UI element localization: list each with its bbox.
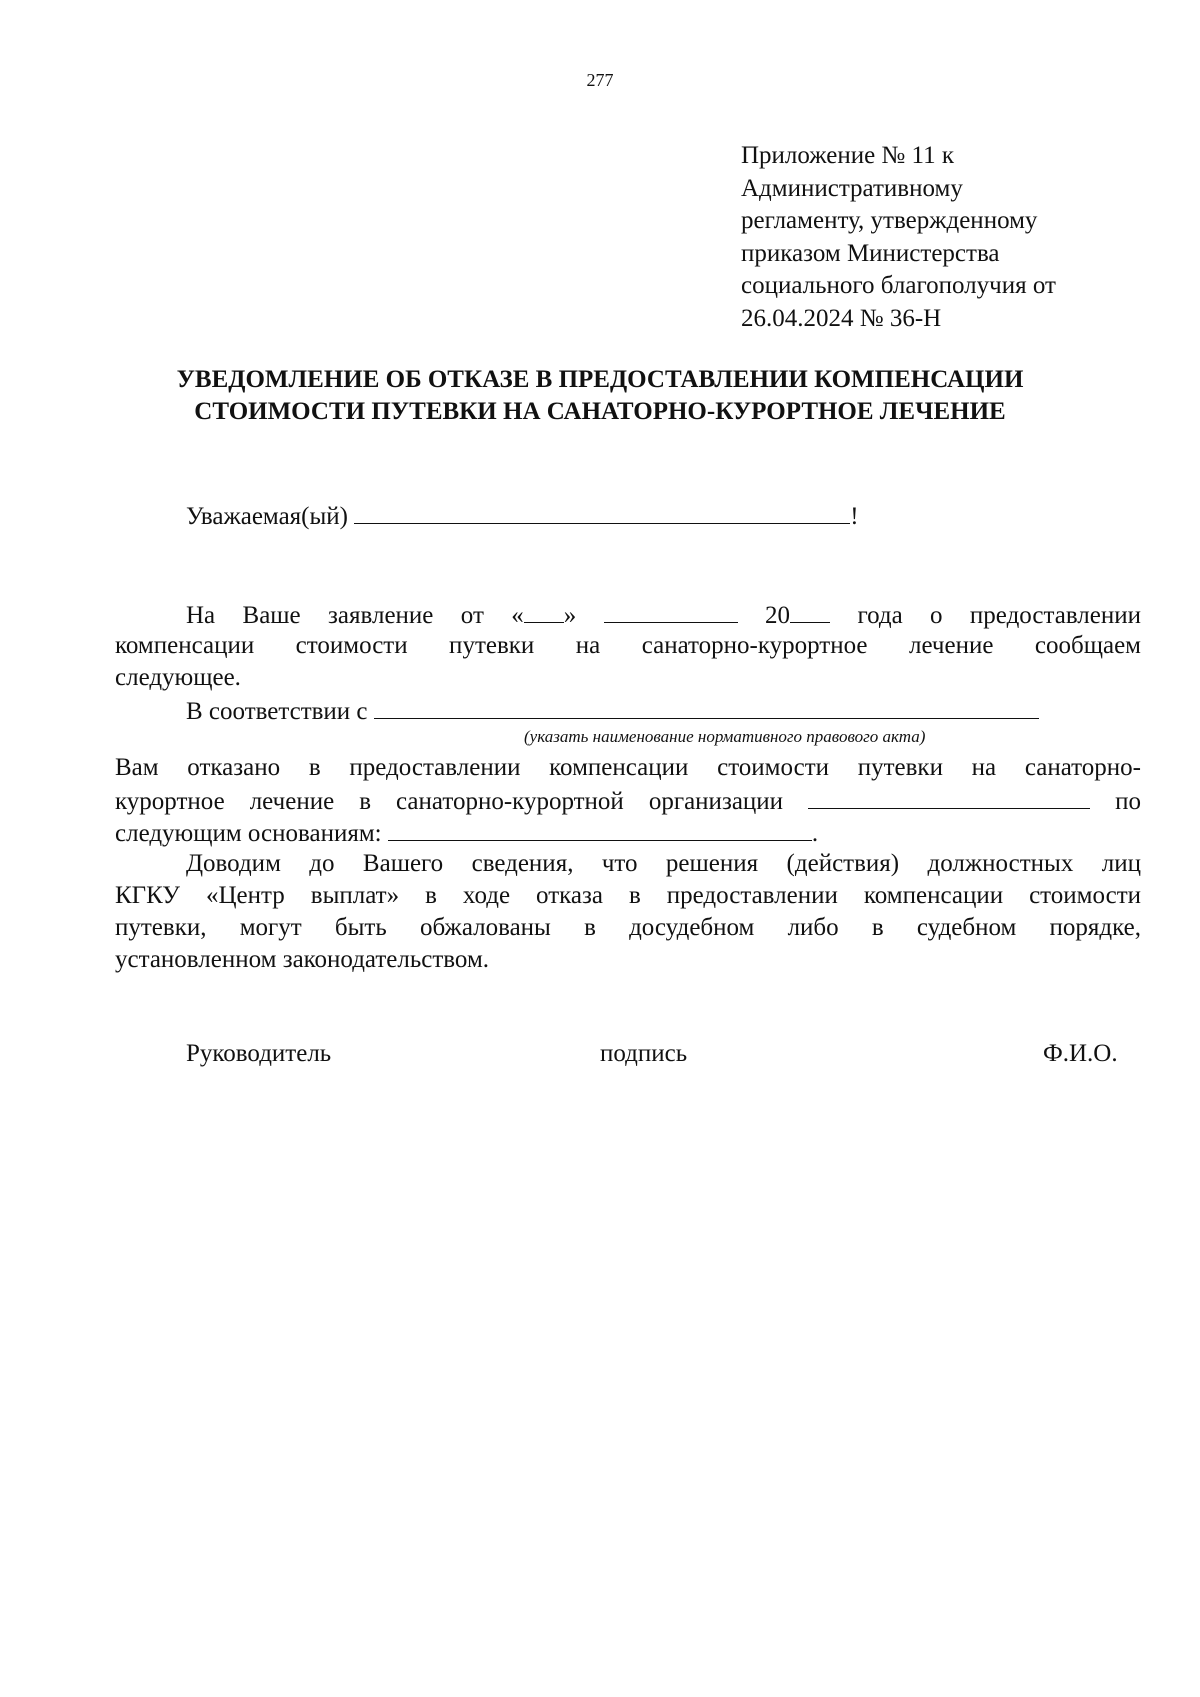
signature-sign: подпись: [600, 1040, 688, 1067]
p2-prefix: В соответствии с: [186, 698, 368, 725]
p1-text: 20: [765, 602, 791, 629]
annex-line: Приложение № 11 к: [741, 142, 955, 169]
greeting-prefix: Уважаемая(ый): [186, 503, 348, 530]
date-month-blank: [604, 598, 738, 623]
date-day-blank: [524, 598, 564, 623]
paragraph-3-line-3: [115, 816, 1141, 850]
paragraph-4-line-4: установленном законодательством.: [115, 946, 490, 973]
title-line: УВЕДОМЛЕНИЕ ОБ ОТКАЗЕ В ПРЕДОСТАВЛЕНИИ КОМПЕНСАЦИИ: [176, 366, 1024, 393]
paragraph-4-line-1: Доводим до Вашего сведения, что решения (действия) должностных лиц: [186, 850, 1141, 877]
annex-reference: [741, 140, 1141, 335]
p3-text: курортное лечение в санаторно-курортной организации: [115, 788, 784, 815]
annex-line: 26.04.2024 № 36-Н: [741, 304, 942, 332]
signature-name: Ф.И.О.: [1043, 1040, 1118, 1067]
p3-text: .: [811, 820, 819, 847]
paragraph-2-line-1: [186, 694, 1141, 728]
document-title: [100, 364, 1100, 428]
paragraph-3-line-1: Вам отказано в предоставлении компенсации стоимости путевки на санаторно-: [115, 754, 1141, 781]
paragraph-1-line-1: [186, 598, 1141, 632]
date-year-blank: [790, 598, 830, 623]
paragraph-3-line-2: [115, 784, 1141, 818]
p3-text: по: [1115, 788, 1141, 815]
legal-act-blank: [374, 694, 1039, 719]
grounds-blank: [388, 816, 812, 841]
annex-line: Административному: [741, 174, 963, 202]
p3-text: следующим основаниям:: [115, 820, 382, 847]
legal-act-hint: (указать наименование нормативного правового акта): [524, 727, 926, 746]
annex-line: приказом Министерства: [741, 239, 1000, 267]
greeting-suffix: !: [850, 503, 859, 530]
p1-text: года о предоставлении: [857, 602, 1142, 629]
annex-line: социального благополучия от: [741, 272, 1056, 299]
page-number: 277: [586, 70, 614, 90]
paragraph-4-line-3: путевки, могут быть обжалованы в досудебном либо в судебном порядке,: [115, 914, 1141, 941]
p1-text: »: [563, 602, 577, 629]
p1-text: На Ваше заявление от «: [186, 602, 524, 629]
paragraph-1-line-3: следующее.: [115, 664, 241, 691]
paragraph-1-line-2: компенсации стоимости путевки на санаторно-курортное лечение сообщаем: [115, 632, 1141, 659]
annex-line: регламенту, утвержденному: [741, 207, 1038, 234]
title-line: СТОИМОСТИ ПУТЕВКИ НА САНАТОРНО-КУРОРТНОЕ ЛЕЧЕНИЕ: [194, 398, 1006, 425]
paragraph-4-line-2: КГКУ «Центр выплат» в ходе отказа в предоставлении компенсации стоимости: [115, 882, 1141, 909]
recipient-name-blank: [354, 499, 850, 524]
organization-blank: [808, 784, 1090, 809]
greeting: [186, 499, 859, 531]
signature-position: Руководитель: [186, 1040, 332, 1067]
